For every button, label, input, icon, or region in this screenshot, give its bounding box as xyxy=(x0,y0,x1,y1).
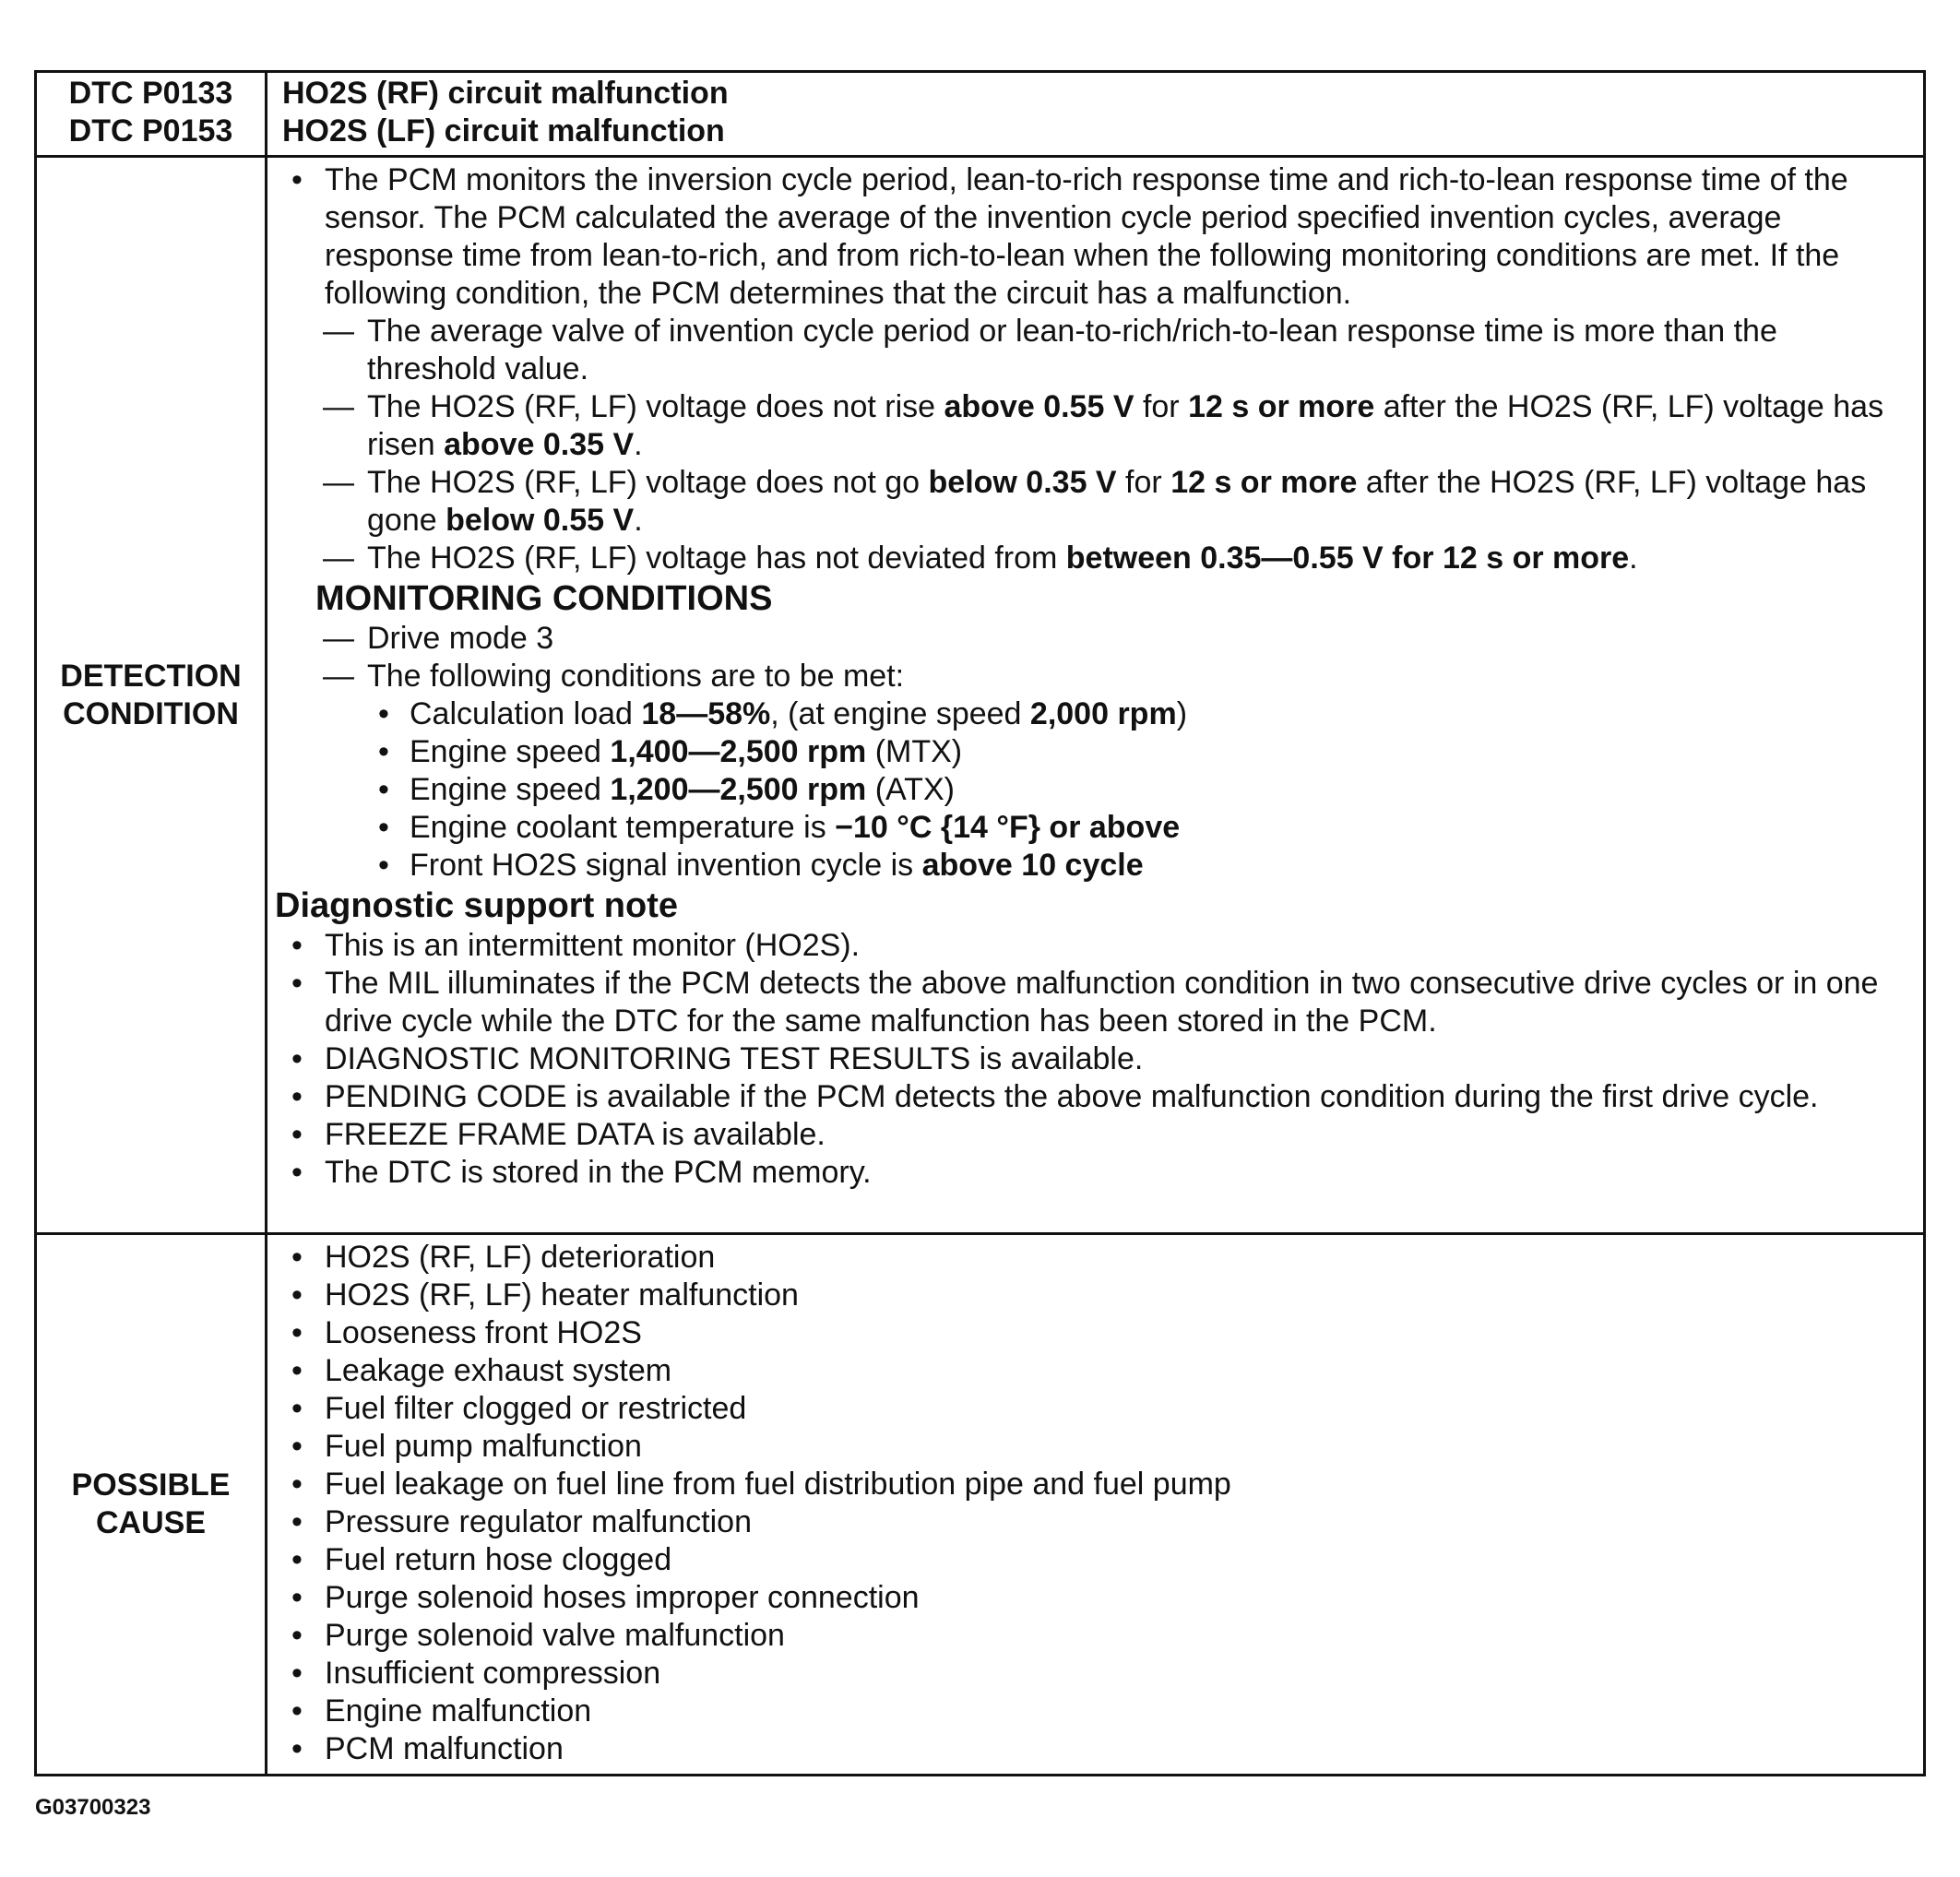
cause-row xyxy=(36,1234,1925,1776)
condition-item: — The HO2S (RF, LF) voltage does not go below 0.35 V for 12 s or more after the HO2S (RF, LF) voltage has gone below 0.55 V. xyxy=(275,464,1914,540)
dtc-title-cell xyxy=(267,72,1925,157)
monitoring-subitem: • Engine coolant temperature is −10 °C {14 °F} or above xyxy=(275,809,1914,847)
note-item: • DIAGNOSTIC MONITORING TEST RESULTS is available. xyxy=(275,1040,1914,1078)
monitoring-subitem: • Front HO2S signal invention cycle is above 10 cycle xyxy=(275,847,1914,885)
cause-content xyxy=(267,1234,1925,1776)
note-item: • FREEZE FRAME DATA is available. xyxy=(275,1116,1914,1154)
monitoring-item: — The following conditions are to be met: xyxy=(275,658,1914,695)
detection-label: DETECTION xyxy=(60,658,242,694)
cause-item: • Purge solenoid hoses improper connection xyxy=(275,1579,1914,1617)
dtc-code: DTC P0153 xyxy=(68,113,233,148)
diagnostic-note-title: Diagnostic support note xyxy=(275,886,678,925)
monitoring-item: — Drive mode 3 xyxy=(275,620,1914,658)
cause-item: • Pressure regulator malfunction xyxy=(275,1503,1914,1541)
dtc-title: HO2S (LF) circuit malfunction xyxy=(282,113,725,148)
cause-item: • PCM malfunction xyxy=(275,1730,1914,1768)
cause-item: • Fuel return hose clogged xyxy=(275,1541,1914,1579)
note-item: • This is an intermittent monitor (HO2S). xyxy=(275,927,1914,965)
dtc-code-cell xyxy=(36,72,267,157)
detection-intro: • The PCM monitors the inversion cycle period, lean-to-rich response time and rich-to-lean response time of the sensor. The PCM calculated the average of the invention cycle period specified invention cycles, average response time from lean-to-rich, and from rich-to-lean when the following monitoring conditions are met. If the following condition, the PCM determines that the circuit has a malfunction. xyxy=(275,161,1914,313)
figure-id: G03700323 xyxy=(35,1795,151,1820)
detection-content xyxy=(267,157,1925,1234)
monitoring-subitem: • Engine speed 1,400—2,500 rpm (MTX) xyxy=(275,733,1914,771)
dtc-code: DTC P0133 xyxy=(68,76,233,111)
dtc-title: HO2S (RF) circuit malfunction xyxy=(282,76,729,111)
monitoring-subitem: • Calculation load 18—58%, (at engine speed 2,000 rpm) xyxy=(275,695,1914,733)
cause-item: • Fuel filter clogged or restricted xyxy=(275,1390,1914,1428)
note-item: • The DTC is stored in the PCM memory. xyxy=(275,1154,1914,1192)
note-item: • PENDING CODE is available if the PCM detects the above malfunction condition during the first drive cycle. xyxy=(275,1078,1914,1116)
cause-item: • Fuel leakage on fuel line from fuel distribution pipe and fuel pump xyxy=(275,1466,1914,1503)
note-item: • The MIL illuminates if the PCM detects the above malfunction condition in two consecutive drive cycles or in one drive cycle while the DTC for the same malfunction has been stored in the PCM. xyxy=(275,965,1914,1040)
cause-label: CAUSE xyxy=(95,1505,207,1540)
cause-label: POSSIBLE xyxy=(71,1467,231,1503)
condition-item: — The HO2S (RF, LF) voltage does not rise above 0.55 V for 12 s or more after the HO2S (RF, LF) voltage has risen above 0.35 V. xyxy=(275,388,1914,464)
detection-row xyxy=(36,157,1925,1234)
condition-item: — The average valve of invention cycle period or lean-to-rich/rich-to-lean response time is more than the threshold value. xyxy=(275,313,1914,388)
cause-item: • Fuel pump malfunction xyxy=(275,1428,1914,1466)
condition-item: — The HO2S (RF, LF) voltage has not deviated from between 0.35—0.55 V for 12 s or more. xyxy=(275,540,1914,577)
detection-label: CONDITION xyxy=(63,695,239,731)
monitoring-subitem: • Engine speed 1,200—2,500 rpm (ATX) xyxy=(275,771,1914,809)
cause-item: • Engine malfunction xyxy=(275,1693,1914,1730)
cause-item: • HO2S (RF, LF) deterioration xyxy=(275,1239,1914,1277)
dtc-table xyxy=(34,70,1926,1776)
cause-item: • Purge solenoid valve malfunction xyxy=(275,1617,1914,1655)
cause-item: • HO2S (RF, LF) heater malfunction xyxy=(275,1277,1914,1314)
header-row xyxy=(36,72,1925,157)
cause-item: • Leakage exhaust system xyxy=(275,1352,1914,1390)
monitoring-conditions-title: MONITORING CONDITIONS xyxy=(315,579,773,618)
detection-label-cell xyxy=(36,157,267,1234)
cause-item: • Looseness front HO2S xyxy=(275,1314,1914,1352)
cause-label-cell xyxy=(36,1234,267,1776)
cause-item: • Insufficient compression xyxy=(275,1655,1914,1693)
